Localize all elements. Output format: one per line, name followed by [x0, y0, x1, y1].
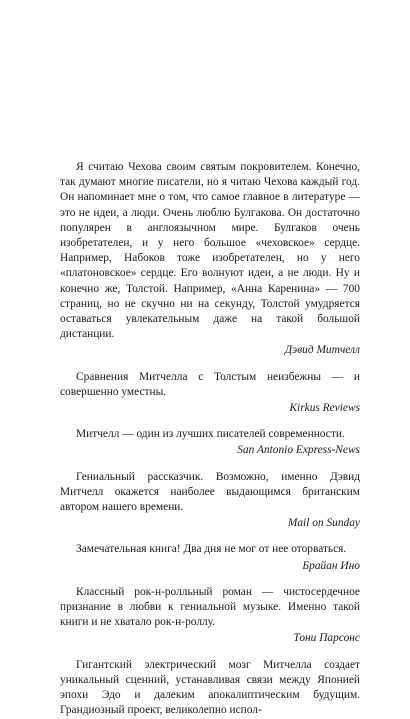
quote-attribution: San Antonio Express-News: [237, 444, 360, 457]
quote-attribution: Mail on Sunday: [287, 517, 360, 530]
quote-text: Я считаю Чехова своим святым покровителем. Конечно, так думают многие писатели, но я читаю Чехова каждый год. Он напоминает мне о том, что самое главное в литературе — это не идеи, а люди. Очень люблю Булгакова. Он достаточно популярен в англоязычном мире. Булгаков очень изобретателен, и у него большое «чеховское» сердце. Например, Набоков тоже изобретателен, но у него «платоновское» сердце. Его волнуют идеи, а не люди. Ну и конечно же, Толстой. Например, «Анна Каренина» — 700 страниц, но не скучно ни на секунду, Толстой умудряется оставаться увлекательным даже на такой большой дистанции.: [60, 161, 360, 341]
quote-block: [60, 542, 360, 573]
quote-text: Гениальный рассказчик. Возможно, именно Дэвид Митчелл окажется наиболее выдающимся британским автором нашего времени.: [60, 470, 360, 514]
quote-text: Классный рок-н-ролльный роман — чистосердечное признание в любви к гениальной музыке. Именно такой книги и не хватало рок-н-роллу.: [60, 585, 360, 629]
blurb-column: [60, 160, 360, 719]
quote-attribution: Брайан Ино: [302, 559, 360, 572]
quote-attribution: Тони Парсонс: [293, 632, 360, 645]
quote-text: Сравнения Митчелла с Толстым неизбежны — и совершенно уместны.: [60, 370, 360, 398]
quote-block: [60, 470, 360, 532]
quote-block: [60, 370, 360, 417]
quote-attribution: Дэвид Митчелл: [284, 344, 360, 357]
quote-text: Митчелл — один из лучших писателей современности.: [76, 428, 345, 441]
quote-attribution: Kirkus Reviews: [289, 402, 360, 415]
quote-text: Замечательная книга! Два дня не мог от нее оторваться.: [76, 543, 347, 556]
quote-block: [60, 658, 360, 719]
quote-block: [60, 427, 360, 458]
quote-block: [60, 160, 360, 359]
quote-text: Гигантский электрический мозг Митчелла создает уникальный сценний, устанавливая связи между Японией эпохи Эдо и далеким апокалиптическим будущим. Грандиозный проект, великолепно испол-: [60, 658, 360, 717]
